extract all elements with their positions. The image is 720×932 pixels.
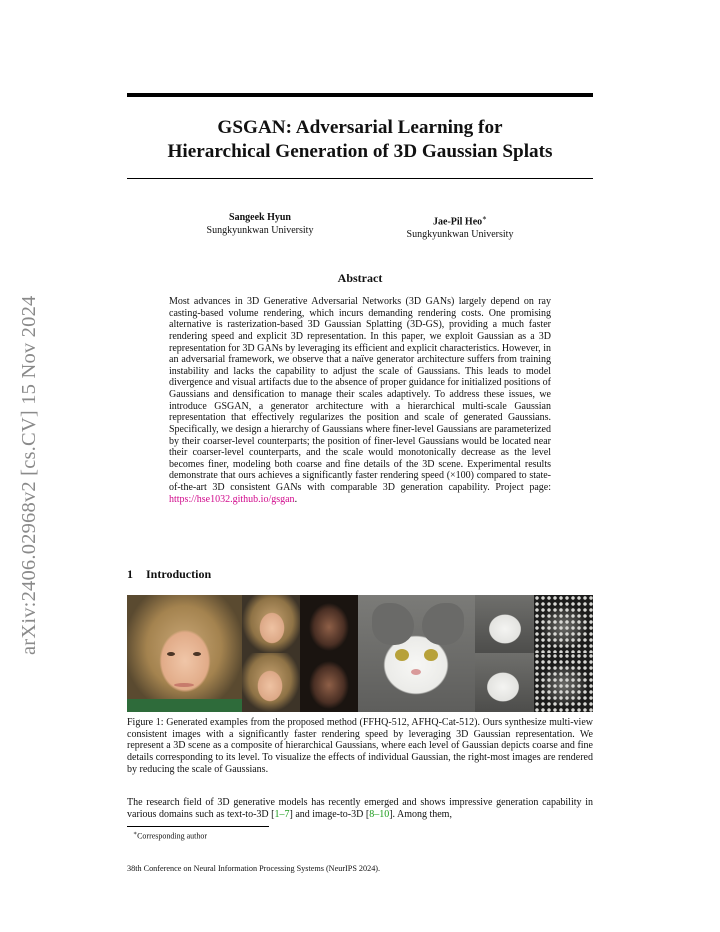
intro-paragraph bbox=[127, 797, 593, 820]
cat-gaussian-render-2 bbox=[534, 653, 593, 712]
abstract-body bbox=[169, 296, 551, 505]
cat-gaussian-render-1 bbox=[534, 595, 593, 653]
figure-1 bbox=[127, 595, 593, 712]
section-title: Introduction bbox=[146, 567, 212, 581]
author-mark: ∗ bbox=[482, 214, 487, 222]
citation-link[interactable]: 1–7 bbox=[274, 808, 290, 820]
title-line-1: GSGAN: Adversarial Learning for bbox=[217, 117, 503, 138]
figure-caption: Figure 1: Generated examples from the proposed method (FFHQ-512, AFHQ-Cat-512). Ours synthesize multi-view consistent images with a significantly faster rendering speed by leveraging 3D Gaussian representation. We represent a 3D scene as a composite of hierarchical Gaussians, where each level of Gaussian depicts coarse and fine details corresponding to its level. To visualize the effects of individual Gaussian, the right-most images are rendered by reducing the scale of Gaussians. bbox=[127, 717, 593, 775]
face-gaussian-render-1 bbox=[300, 595, 358, 653]
arxiv-stamp: arXiv:2406.02968v2 [cs.CV] 15 Nov 2024 bbox=[18, 295, 40, 655]
title-bottom-rule bbox=[127, 178, 593, 179]
title-line-2: Hierarchical Generation of 3D Gaussian Splats bbox=[167, 141, 553, 162]
abstract-heading: Abstract bbox=[337, 271, 383, 285]
author-name: Sangeek Hyun bbox=[229, 212, 291, 223]
intro-text: The research field of 3D generative models has recently emerged and shows impressive generation capability in various domains such as text-to-3D [ bbox=[127, 797, 593, 820]
author-block-2 bbox=[370, 212, 550, 241]
project-page-link[interactable]: https://hse1032.github.io/gsgan bbox=[169, 493, 295, 505]
author-block-1 bbox=[170, 212, 350, 237]
venue-note: 38th Conference on Neural Information Processing Systems (NeurIPS 2024). bbox=[127, 864, 381, 873]
intro-text: ]. Among them, bbox=[389, 808, 452, 820]
abstract-end: . bbox=[294, 493, 298, 505]
title-top-rule bbox=[127, 93, 593, 97]
paper-title bbox=[127, 116, 593, 164]
author-affiliation: Sungkyunkwan University bbox=[206, 224, 314, 236]
cat-render-view-1 bbox=[475, 595, 534, 653]
abstract-text: Most advances in 3D Generative Adversarial Networks (3D GANs) largely depend on ray casting-based volume rendering, which incurs demanding rendering costs. One promising alternative is rasterization-based 3D Gaussian Splatting (3D-GS), providing a much faster rendering speed and explicit 3D representation. In this paper, we exploit Gaussian as a 3D representation for 3D GANs by leveraging its efficient and explicit characteristics. However, in an adversarial framework, we observe that a naïve generator architecture suffers from training instability and lacks the capability to adjust the scale of Gaussians. This leads to model divergence and visual artifacts due to the absence of proper guidance for initialized positions of Gaussians and densification to manage their scales adaptively. To address these issues, we introduce GSGAN, a generator architecture with a hierarchical multi-scale Gaussian representation that effectively regularizes the position and scale of generated Gaussians. Specifically, we design a hierarchy of Gaussians where finer-level Gaussians are parameterized by their coarser-level counterparts; the position of finer-level Gaussians would be located near their coarser-level counterparts, and the scale would monotonically decrease as the level becomes finer, modeling both coarse and fine details of the 3D scene. Experimental results demonstrate that ours achieves a significantly faster rendering speed (×100) compared to state-of-the-art 3D consistent GANs with comparable 3D generation capability. Project page: bbox=[169, 296, 551, 493]
footnote-text: Corresponding author bbox=[137, 831, 208, 841]
face-render-large bbox=[127, 595, 242, 712]
cat-render-large bbox=[358, 595, 475, 712]
author-name: Jae-Pil Heo bbox=[433, 216, 483, 228]
section-heading bbox=[127, 567, 211, 582]
cat-render-view-2 bbox=[475, 653, 534, 712]
intro-text: ] and image-to-3D [ bbox=[289, 808, 370, 820]
face-render-view-1 bbox=[242, 595, 300, 653]
footnote bbox=[133, 830, 207, 841]
footnote-mark: ∗ bbox=[133, 831, 138, 837]
footnote-rule bbox=[127, 826, 269, 827]
face-gaussian-render-2 bbox=[300, 653, 358, 712]
citation-link[interactable]: 8–10 bbox=[369, 808, 390, 820]
face-render-view-2 bbox=[242, 653, 300, 712]
author-affiliation: Sungkyunkwan University bbox=[406, 228, 514, 240]
section-number: 1 bbox=[127, 567, 133, 581]
